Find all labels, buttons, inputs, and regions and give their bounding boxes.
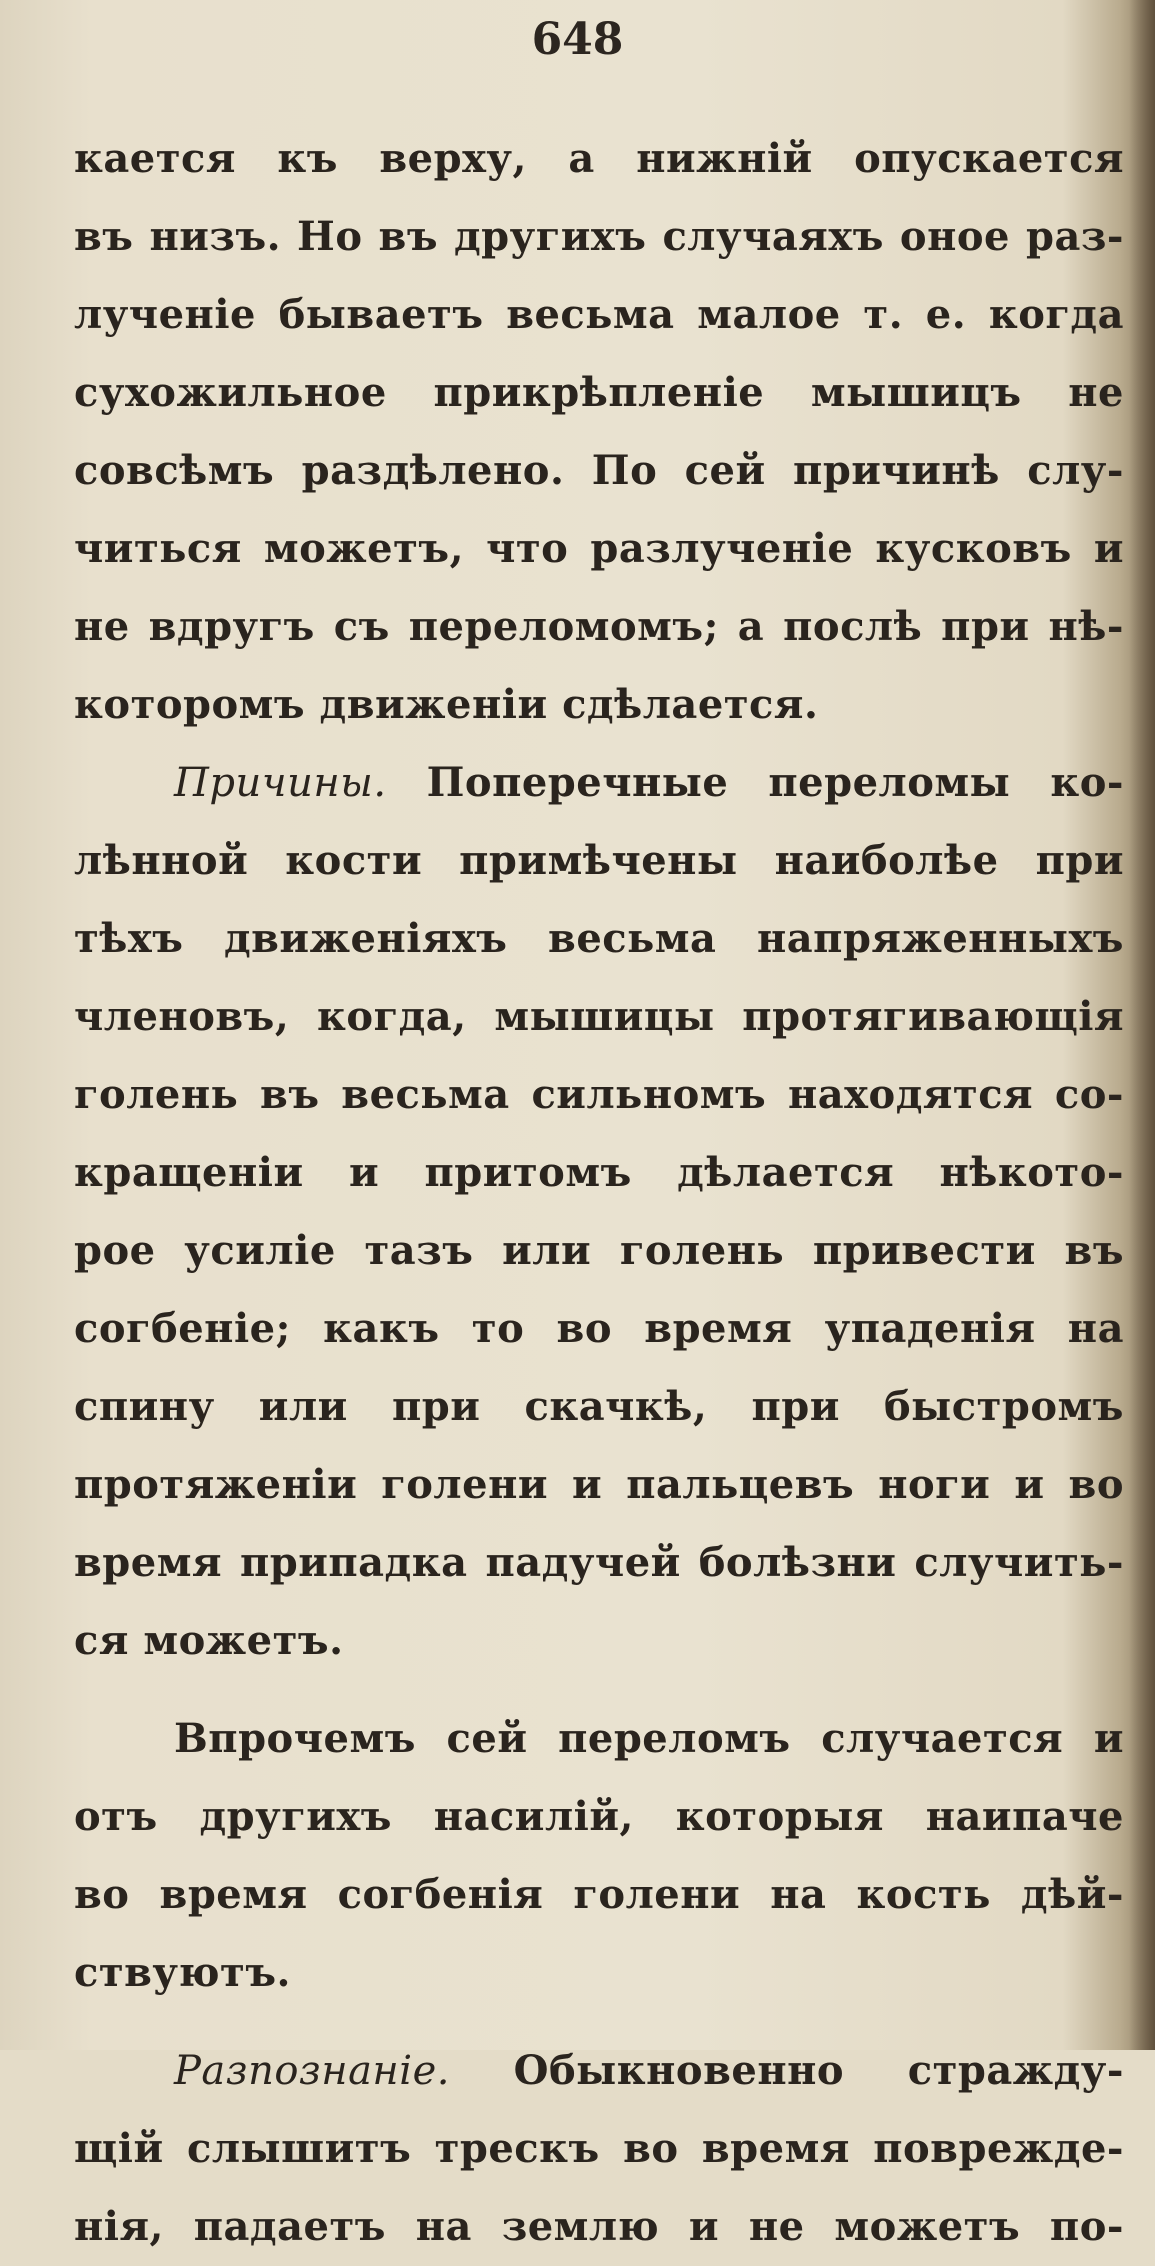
text-line: кается къ верху, а нижній опускается (74, 135, 1124, 182)
text-line: членовъ, когда, мышицы протягивающія (74, 993, 1124, 1040)
paragraph-first-line (74, 744, 1124, 822)
section-heading-causes: Причины. (174, 760, 387, 806)
text-line: лученіе бываетъ весьма малое т. е. когда (74, 291, 1124, 338)
text-line: сухожильное прикрѣпленіе мышицъ не (74, 369, 1124, 416)
text-span: Поперечные переломы ко- (426, 759, 1124, 806)
text-line: во время согбенія голени на кость дѣй- (74, 1871, 1124, 1918)
body-text (74, 120, 1124, 2266)
text-line: которомъ движеніи сдѣлается. (74, 681, 819, 728)
text-line: отъ другихъ насилій, которыя наипаче (74, 1793, 1124, 1840)
section-heading-diagnosis: Разпознаніе. (174, 2048, 450, 2094)
paragraph-first-line (74, 2032, 1124, 2110)
text-line: спину или при скачкѣ, при быстромъ (74, 1383, 1124, 1430)
text-line: читься можетъ, что разлученіе кусковъ и (74, 525, 1124, 572)
text-line: время припадка падучей болѣзни случить- (74, 1539, 1124, 1586)
text-line: щій слышитъ трескъ во время поврежде- (74, 2125, 1124, 2172)
text-line: тѣхъ движеніяхъ весьма напряженныхъ (74, 915, 1124, 962)
text-line: въ низъ. Но въ другихъ случаяхъ оное раз- (74, 213, 1124, 260)
text-line: нія, падаетъ на землю и не можетъ по- (74, 2203, 1124, 2250)
text-line: не вдругъ съ переломомъ; а послѣ при нѣ- (74, 603, 1124, 650)
text-line: ствуютъ. (74, 1949, 291, 1996)
text-line: протяженіи голени и пальцевъ ноги и во (74, 1461, 1124, 1508)
text-line: рое усиліе тазъ или голень привести въ (74, 1227, 1124, 1274)
text-line: совсѣмъ раздѣлено. По сей причинѣ слу- (74, 447, 1124, 494)
text-line: ся можетъ. (74, 1617, 344, 1664)
text-line: кращеніи и притомъ дѣлается нѣкото- (74, 1149, 1124, 1196)
page-number: 648 (531, 14, 624, 65)
page-gutter-shadow (1129, 0, 1155, 2050)
text-line: голень въ весьма сильномъ находятся со- (74, 1071, 1124, 1118)
text-span: Обыкновенно стражду- (513, 2047, 1124, 2094)
text-line: лѣнной кости примѣчены наиболѣе при (74, 837, 1124, 884)
text-line: согбеніе; какъ то во время упаденія на (74, 1305, 1124, 1352)
text-line: Впрочемъ сей переломъ случается и (174, 1715, 1124, 1762)
